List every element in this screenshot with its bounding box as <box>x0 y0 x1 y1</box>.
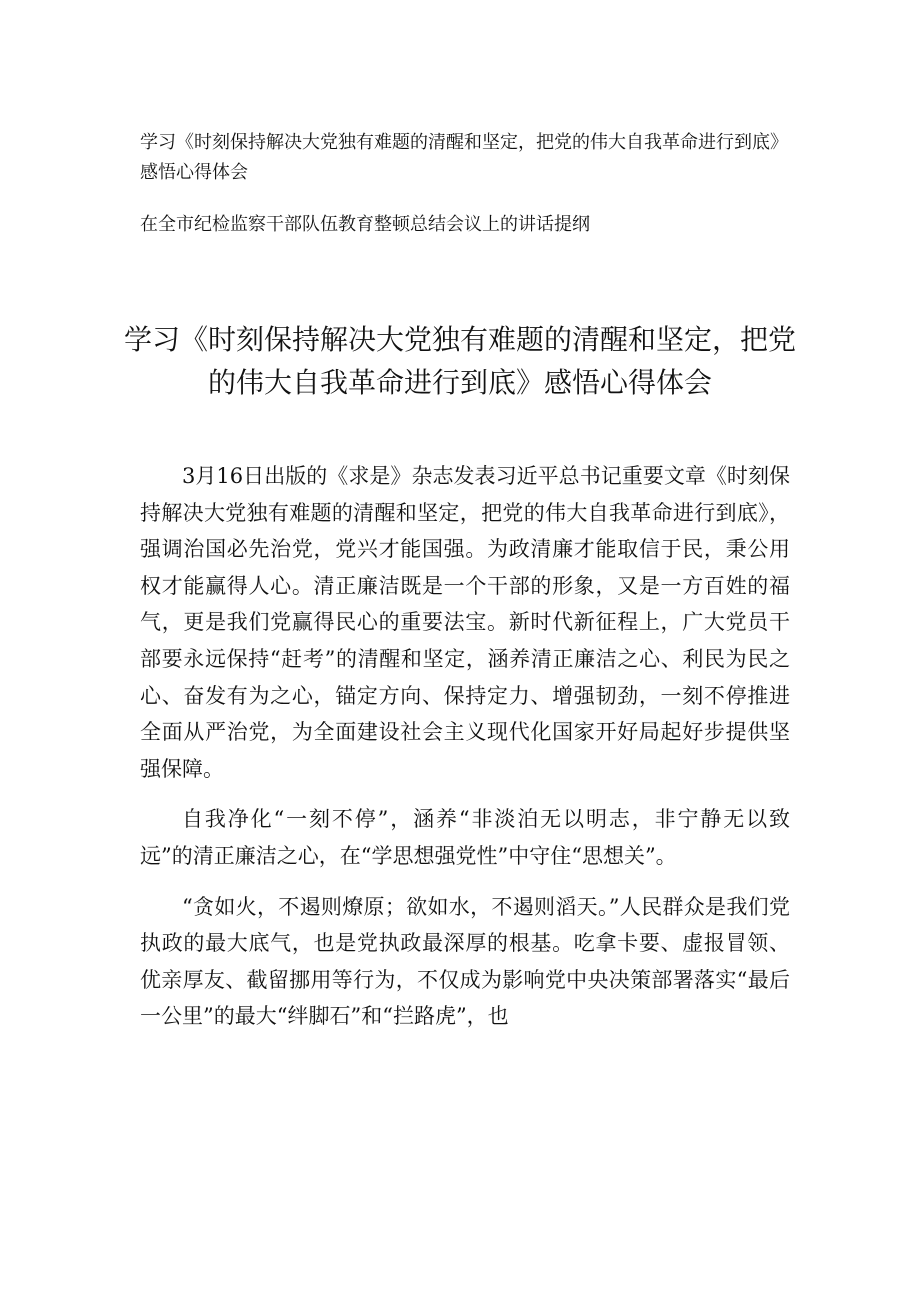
toc-item[interactable]: 学习《时刻保持解决大党独有难题的清醒和坚定，把党的伟大自我革命进行到底》感悟心得体会 <box>140 132 788 183</box>
toc-item[interactable]: 在全市纪检监察干部队伍教育整顿总结会议上的讲话提纲 <box>140 214 590 235</box>
article-body <box>140 458 790 1049</box>
article-paragraph: 3月16日出版的《求是》杂志发表习近平总书记重要文章《时刻保持解决大党独有难题的清醒和坚定，把党的伟大自我革命进行到底》，强调治国必先治党，党兴才能国强。为政清廉才能取信于民，秉公用权才能赢得人心。清正廉洁既是一个干部的形象，又是一方百姓的福气，更是我们党赢得民心的重要法宝。新时代新征程上，广大党员干部要永远保持“赶考”的清醒和坚定，涵养清正廉洁之心、利民为民之心、奋发有为之心，锚定方向、保持定力、增强韧劲，一刻不停推进全面从严治党，为全面建设社会主义现代化国家开好局起好步提供坚强保障。 <box>140 464 790 781</box>
table-of-contents <box>140 128 790 240</box>
article-paragraph: 自我净化“一刻不停”，涵养“非淡泊无以明志，非宁静无以致远”的清正廉洁之心，在“学思想强党性”中守住“思想关”。 <box>140 807 790 868</box>
article-title: 学习《时刻保持解决大党独有难题的清醒和坚定，把党的伟大自我革命进行到底》感悟心得体会 <box>123 323 796 399</box>
article-paragraph: “贪如火，不遏则燎原；欲如水，不遏则滔天。”人民群众是我们党执政的最大底气，也是党执政最深厚的根基。吃拿卡要、虚报冒领、优亲厚友、截留挪用等行为，不仅成为影响党中央决策部署落实“最后一公里”的最大“绊脚石”和“拦路虎”，也 <box>140 894 790 1029</box>
